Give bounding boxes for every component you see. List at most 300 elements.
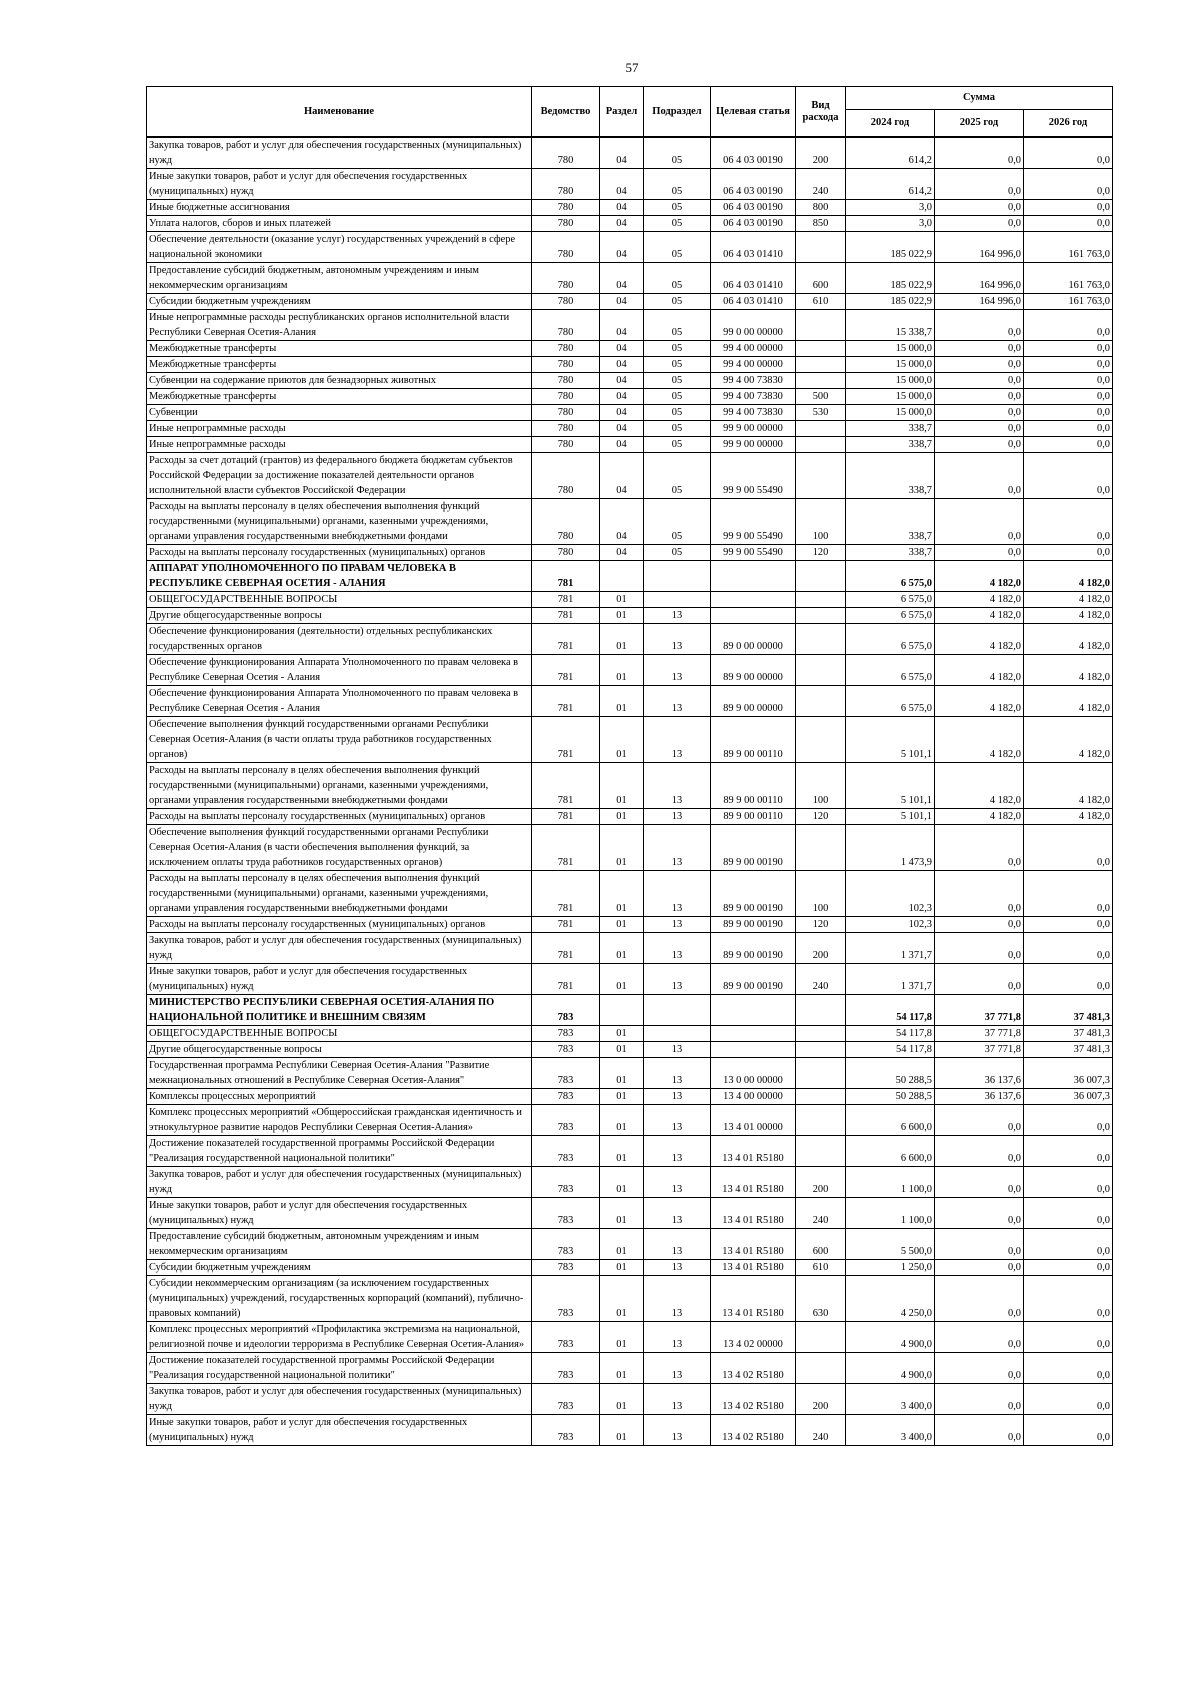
row-name: Обеспечение выполнения функций государственными органами Республики Северная Осетия-Алания (в части оплаты труда работников государственных органов) — [147, 717, 532, 763]
row-subsection: 05 — [644, 216, 711, 232]
col-header-2025: 2025 год — [935, 110, 1024, 138]
row-amount-2026: 37 481,3 — [1024, 1042, 1113, 1058]
row-subsection — [644, 1026, 711, 1042]
row-amount-2026: 0,0 — [1024, 1167, 1113, 1198]
row-section: 01 — [600, 608, 644, 624]
row-expense-type: 200 — [796, 137, 846, 169]
row-amount-2025: 4 182,0 — [935, 624, 1024, 655]
row-name: Достижение показателей государственной программы Российской Федерации "Реализация государственной национальной политики" — [147, 1136, 532, 1167]
row-amount-2024: 185 022,9 — [846, 232, 935, 263]
row-subsection: 13 — [644, 1198, 711, 1229]
row-target: 06 4 03 01410 — [711, 263, 796, 294]
row-expense-type: 100 — [796, 763, 846, 809]
row-expense-type — [796, 717, 846, 763]
row-department: 783 — [532, 1026, 600, 1042]
row-expense-type — [796, 310, 846, 341]
table-row — [147, 1322, 1113, 1353]
row-expense-type: 610 — [796, 294, 846, 310]
row-amount-2025: 0,0 — [935, 917, 1024, 933]
row-name: Уплата налогов, сборов и иных платежей — [147, 216, 532, 232]
row-amount-2024: 15 000,0 — [846, 389, 935, 405]
col-header-target: Целевая статья — [711, 87, 796, 138]
row-department: 783 — [532, 1384, 600, 1415]
row-department: 781 — [532, 825, 600, 871]
row-amount-2025: 0,0 — [935, 1105, 1024, 1136]
row-target: 06 4 03 01410 — [711, 232, 796, 263]
row-expense-type — [796, 1136, 846, 1167]
row-amount-2025: 0,0 — [935, 1415, 1024, 1446]
table-row — [147, 373, 1113, 389]
row-department: 783 — [532, 1276, 600, 1322]
row-amount-2025: 4 182,0 — [935, 655, 1024, 686]
row-amount-2025: 0,0 — [935, 216, 1024, 232]
row-amount-2024: 54 117,8 — [846, 995, 935, 1026]
row-name: Субсидии некоммерческим организациям (за исключением государственных (муниципальных) учреждений, государственных корпораций (компаний), публично-правовых компаний) — [147, 1276, 532, 1322]
row-department: 781 — [532, 624, 600, 655]
table-row — [147, 1384, 1113, 1415]
row-subsection: 13 — [644, 1058, 711, 1089]
row-expense-type: 240 — [796, 1198, 846, 1229]
row-section: 01 — [600, 1089, 644, 1105]
row-name: ОБЩЕГОСУДАРСТВЕННЫЕ ВОПРОСЫ — [147, 592, 532, 608]
row-amount-2024: 5 101,1 — [846, 809, 935, 825]
row-target: 89 9 00 00110 — [711, 763, 796, 809]
row-department: 780 — [532, 357, 600, 373]
row-department: 783 — [532, 1105, 600, 1136]
table-row — [147, 825, 1113, 871]
row-target: 99 9 00 00000 — [711, 421, 796, 437]
row-name: ОБЩЕГОСУДАРСТВЕННЫЕ ВОПРОСЫ — [147, 1026, 532, 1042]
row-section: 01 — [600, 933, 644, 964]
row-amount-2025: 0,0 — [935, 964, 1024, 995]
row-subsection: 05 — [644, 263, 711, 294]
table-row — [147, 655, 1113, 686]
row-amount-2026: 0,0 — [1024, 1136, 1113, 1167]
row-amount-2025: 0,0 — [935, 1260, 1024, 1276]
table-row — [147, 310, 1113, 341]
row-amount-2025: 4 182,0 — [935, 717, 1024, 763]
row-target: 89 9 00 00110 — [711, 809, 796, 825]
row-name: Иные непрограммные расходы — [147, 437, 532, 453]
row-amount-2026: 0,0 — [1024, 871, 1113, 917]
row-target: 89 9 00 00190 — [711, 933, 796, 964]
table-row — [147, 1089, 1113, 1105]
table-row — [147, 1353, 1113, 1384]
row-amount-2026: 36 007,3 — [1024, 1058, 1113, 1089]
row-amount-2025: 0,0 — [935, 341, 1024, 357]
row-name: Обеспечение деятельности (оказание услуг) государственных учреждений в сфере национальной экономики — [147, 232, 532, 263]
row-target: 13 4 01 R5180 — [711, 1167, 796, 1198]
row-amount-2026: 0,0 — [1024, 341, 1113, 357]
row-name: Межбюджетные трансферты — [147, 357, 532, 373]
row-amount-2026: 0,0 — [1024, 825, 1113, 871]
row-amount-2026: 4 182,0 — [1024, 763, 1113, 809]
row-expense-type — [796, 561, 846, 592]
table-row — [147, 421, 1113, 437]
row-section — [600, 561, 644, 592]
row-subsection: 05 — [644, 453, 711, 499]
row-department: 781 — [532, 871, 600, 917]
row-section: 01 — [600, 825, 644, 871]
row-subsection: 05 — [644, 341, 711, 357]
row-subsection: 05 — [644, 200, 711, 216]
row-target: 06 4 03 00190 — [711, 137, 796, 169]
row-name: Иные закупки товаров, работ и услуг для обеспечения государственных (муниципальных) нужд — [147, 964, 532, 995]
row-subsection — [644, 995, 711, 1026]
row-amount-2026: 0,0 — [1024, 437, 1113, 453]
row-subsection: 05 — [644, 545, 711, 561]
row-target — [711, 592, 796, 608]
row-section: 04 — [600, 453, 644, 499]
row-amount-2026: 0,0 — [1024, 453, 1113, 499]
row-name: Закупка товаров, работ и услуг для обеспечения государственных (муниципальных) нужд — [147, 137, 532, 169]
table-row — [147, 686, 1113, 717]
row-subsection: 05 — [644, 357, 711, 373]
row-target — [711, 1042, 796, 1058]
row-department: 781 — [532, 809, 600, 825]
row-department: 781 — [532, 686, 600, 717]
row-amount-2024: 54 117,8 — [846, 1042, 935, 1058]
row-section: 04 — [600, 310, 644, 341]
row-amount-2025: 0,0 — [935, 200, 1024, 216]
row-amount-2025: 0,0 — [935, 871, 1024, 917]
row-target: 99 4 00 73830 — [711, 405, 796, 421]
row-section: 01 — [600, 1229, 644, 1260]
row-name: Закупка товаров, работ и услуг для обеспечения государственных (муниципальных) нужд — [147, 1167, 532, 1198]
row-amount-2025: 4 182,0 — [935, 686, 1024, 717]
row-section: 01 — [600, 1276, 644, 1322]
row-department: 780 — [532, 389, 600, 405]
table-row — [147, 1058, 1113, 1089]
row-expense-type — [796, 608, 846, 624]
table-row — [147, 1167, 1113, 1198]
row-expense-type — [796, 592, 846, 608]
row-expense-type: 600 — [796, 263, 846, 294]
row-amount-2025: 0,0 — [935, 933, 1024, 964]
row-subsection: 05 — [644, 310, 711, 341]
row-amount-2026: 4 182,0 — [1024, 592, 1113, 608]
row-amount-2025: 0,0 — [935, 1276, 1024, 1322]
row-target: 06 4 03 00190 — [711, 200, 796, 216]
row-name: Субвенции на содержание приютов для безнадзорных животных — [147, 373, 532, 389]
row-target: 89 9 00 00190 — [711, 825, 796, 871]
row-expense-type — [796, 995, 846, 1026]
row-section: 01 — [600, 1167, 644, 1198]
row-amount-2026: 0,0 — [1024, 1353, 1113, 1384]
row-amount-2026: 4 182,0 — [1024, 809, 1113, 825]
table-row — [147, 1198, 1113, 1229]
row-name: Межбюджетные трансферты — [147, 341, 532, 357]
row-target: 99 4 00 00000 — [711, 357, 796, 373]
row-amount-2024: 1 100,0 — [846, 1167, 935, 1198]
row-expense-type: 120 — [796, 809, 846, 825]
row-target — [711, 995, 796, 1026]
table-row — [147, 216, 1113, 232]
table-row — [147, 1105, 1113, 1136]
row-section: 01 — [600, 809, 644, 825]
row-amount-2025: 0,0 — [935, 357, 1024, 373]
row-name: Предоставление субсидий бюджетным, автономным учреждениям и иным некоммерческим организациям — [147, 1229, 532, 1260]
row-subsection: 13 — [644, 917, 711, 933]
row-amount-2024: 1 371,7 — [846, 964, 935, 995]
table-row — [147, 200, 1113, 216]
row-subsection: 13 — [644, 686, 711, 717]
row-target: 06 4 03 01410 — [711, 294, 796, 310]
row-section: 04 — [600, 341, 644, 357]
row-expense-type — [796, 1058, 846, 1089]
row-target: 89 9 00 00110 — [711, 717, 796, 763]
table-row — [147, 1229, 1113, 1260]
row-department: 780 — [532, 137, 600, 169]
row-expense-type — [796, 1089, 846, 1105]
row-subsection: 05 — [644, 169, 711, 200]
row-amount-2025: 0,0 — [935, 1384, 1024, 1415]
row-target: 99 9 00 55490 — [711, 453, 796, 499]
row-amount-2024: 6 575,0 — [846, 655, 935, 686]
table-row — [147, 499, 1113, 545]
row-department: 783 — [532, 1042, 600, 1058]
row-subsection: 05 — [644, 405, 711, 421]
row-amount-2024: 15 000,0 — [846, 357, 935, 373]
col-header-department: Ведомство — [532, 87, 600, 138]
row-department: 780 — [532, 373, 600, 389]
row-department: 783 — [532, 1260, 600, 1276]
row-target: 06 4 03 00190 — [711, 216, 796, 232]
row-amount-2024: 3 400,0 — [846, 1384, 935, 1415]
row-department: 783 — [532, 1198, 600, 1229]
row-amount-2026: 0,0 — [1024, 499, 1113, 545]
row-amount-2024: 6 575,0 — [846, 561, 935, 592]
row-subsection — [644, 561, 711, 592]
row-amount-2026: 0,0 — [1024, 933, 1113, 964]
row-subsection: 13 — [644, 763, 711, 809]
row-expense-type — [796, 421, 846, 437]
row-amount-2024: 4 900,0 — [846, 1322, 935, 1353]
row-name: Обеспечение функционирования Аппарата Уполномоченного по правам человека в Республике Северная Осетия - Алания — [147, 686, 532, 717]
row-section: 01 — [600, 1260, 644, 1276]
row-amount-2024: 5 101,1 — [846, 763, 935, 809]
row-subsection: 13 — [644, 608, 711, 624]
row-expense-type — [796, 655, 846, 686]
row-amount-2026: 4 182,0 — [1024, 624, 1113, 655]
row-amount-2025: 37 771,8 — [935, 1026, 1024, 1042]
row-subsection: 13 — [644, 1353, 711, 1384]
row-expense-type: 500 — [796, 389, 846, 405]
row-amount-2025: 0,0 — [935, 373, 1024, 389]
row-expense-type: 800 — [796, 200, 846, 216]
row-department: 780 — [532, 263, 600, 294]
row-subsection: 13 — [644, 1167, 711, 1198]
table-row — [147, 717, 1113, 763]
row-name: Предоставление субсидий бюджетным, автономным учреждениям и иным некоммерческим организациям — [147, 263, 532, 294]
row-subsection: 05 — [644, 421, 711, 437]
row-section: 04 — [600, 232, 644, 263]
row-amount-2024: 338,7 — [846, 499, 935, 545]
row-department: 781 — [532, 592, 600, 608]
row-department: 781 — [532, 608, 600, 624]
row-section: 01 — [600, 592, 644, 608]
row-section: 04 — [600, 437, 644, 453]
row-subsection: 13 — [644, 964, 711, 995]
col-header-2024: 2024 год — [846, 110, 935, 138]
row-name: Иные бюджетные ассигнования — [147, 200, 532, 216]
row-section — [600, 995, 644, 1026]
row-amount-2024: 1 250,0 — [846, 1260, 935, 1276]
row-amount-2024: 1 473,9 — [846, 825, 935, 871]
row-expense-type: 600 — [796, 1229, 846, 1260]
row-section: 01 — [600, 1058, 644, 1089]
row-section: 01 — [600, 1322, 644, 1353]
row-amount-2025: 164 996,0 — [935, 263, 1024, 294]
row-target: 13 0 00 00000 — [711, 1058, 796, 1089]
row-subsection: 05 — [644, 294, 711, 310]
row-amount-2025: 37 771,8 — [935, 995, 1024, 1026]
row-amount-2024: 54 117,8 — [846, 1026, 935, 1042]
row-amount-2025: 0,0 — [935, 169, 1024, 200]
row-amount-2026: 0,0 — [1024, 216, 1113, 232]
row-amount-2025: 4 182,0 — [935, 592, 1024, 608]
row-amount-2026: 37 481,3 — [1024, 995, 1113, 1026]
row-expense-type — [796, 341, 846, 357]
row-amount-2025: 0,0 — [935, 545, 1024, 561]
row-target: 13 4 01 00000 — [711, 1105, 796, 1136]
row-target: 99 9 00 00000 — [711, 437, 796, 453]
row-expense-type: 850 — [796, 216, 846, 232]
row-expense-type: 120 — [796, 545, 846, 561]
row-amount-2025: 0,0 — [935, 453, 1024, 499]
row-amount-2026: 161 763,0 — [1024, 294, 1113, 310]
row-amount-2025: 0,0 — [935, 1136, 1024, 1167]
row-expense-type: 100 — [796, 499, 846, 545]
row-section: 04 — [600, 389, 644, 405]
table-row — [147, 871, 1113, 917]
row-name: Расходы на выплаты персоналу в целях обеспечения выполнения функций государственными (муниципальными) органами, казенными учреждениями, органами управления государственными внебюджетными фондами — [147, 871, 532, 917]
table-row — [147, 624, 1113, 655]
row-name: Субсидии бюджетным учреждениям — [147, 1260, 532, 1276]
row-amount-2026: 0,0 — [1024, 1260, 1113, 1276]
row-amount-2025: 164 996,0 — [935, 294, 1024, 310]
row-target: 89 9 00 00000 — [711, 655, 796, 686]
row-subsection: 13 — [644, 933, 711, 964]
row-amount-2026: 4 182,0 — [1024, 686, 1113, 717]
row-amount-2025: 0,0 — [935, 421, 1024, 437]
row-amount-2025: 0,0 — [935, 389, 1024, 405]
row-name: Иные непрограммные расходы — [147, 421, 532, 437]
row-amount-2024: 6 600,0 — [846, 1105, 935, 1136]
row-amount-2024: 5 500,0 — [846, 1229, 935, 1260]
table-row — [147, 545, 1113, 561]
row-amount-2024: 6 575,0 — [846, 592, 935, 608]
row-amount-2026: 0,0 — [1024, 1198, 1113, 1229]
table-row — [147, 1415, 1113, 1446]
table-row — [147, 809, 1113, 825]
row-expense-type: 240 — [796, 169, 846, 200]
row-expense-type — [796, 1026, 846, 1042]
col-header-subsection: Подраздел — [644, 87, 711, 138]
row-expense-type: 240 — [796, 1415, 846, 1446]
row-target: 13 4 00 00000 — [711, 1089, 796, 1105]
row-department: 780 — [532, 545, 600, 561]
row-department: 781 — [532, 964, 600, 995]
row-expense-type — [796, 624, 846, 655]
row-department: 781 — [532, 717, 600, 763]
row-department: 781 — [532, 561, 600, 592]
table-row — [147, 263, 1113, 294]
row-amount-2025: 4 182,0 — [935, 608, 1024, 624]
row-name: Субвенции — [147, 405, 532, 421]
table-row — [147, 1136, 1113, 1167]
row-name: Расходы за счет дотаций (грантов) из федерального бюджета бюджетам субъектов Российской Федерации за достижение показателей деятельности органов исполнительной власти субъектов Российской Федерации — [147, 453, 532, 499]
row-department: 780 — [532, 310, 600, 341]
row-section: 04 — [600, 216, 644, 232]
table-row — [147, 608, 1113, 624]
row-amount-2025: 164 996,0 — [935, 232, 1024, 263]
row-subsection: 05 — [644, 373, 711, 389]
row-amount-2026: 37 481,3 — [1024, 1026, 1113, 1042]
row-subsection: 13 — [644, 1415, 711, 1446]
table-row — [147, 917, 1113, 933]
row-amount-2025: 0,0 — [935, 499, 1024, 545]
row-name: Иные непрограммные расходы республиканских органов исполнительной власти Республики Северная Осетия-Алания — [147, 310, 532, 341]
row-target: 06 4 03 00190 — [711, 169, 796, 200]
row-amount-2024: 3,0 — [846, 216, 935, 232]
row-department: 783 — [532, 1167, 600, 1198]
row-section: 01 — [600, 1136, 644, 1167]
row-department: 783 — [532, 1353, 600, 1384]
row-name: Иные закупки товаров, работ и услуг для обеспечения государственных (муниципальных) нужд — [147, 1415, 532, 1446]
row-amount-2025: 0,0 — [935, 1229, 1024, 1260]
row-amount-2026: 0,0 — [1024, 1415, 1113, 1446]
row-department: 780 — [532, 453, 600, 499]
row-expense-type — [796, 825, 846, 871]
row-subsection: 13 — [644, 1276, 711, 1322]
row-target: 89 9 00 00000 — [711, 686, 796, 717]
row-amount-2026: 0,0 — [1024, 405, 1113, 421]
row-department: 780 — [532, 294, 600, 310]
row-amount-2026: 0,0 — [1024, 1276, 1113, 1322]
row-subsection: 13 — [644, 1260, 711, 1276]
row-subsection: 13 — [644, 1136, 711, 1167]
row-target: 99 4 00 73830 — [711, 389, 796, 405]
row-target: 89 9 00 00190 — [711, 964, 796, 995]
row-expense-type: 200 — [796, 933, 846, 964]
row-subsection: 13 — [644, 624, 711, 655]
row-department: 783 — [532, 1322, 600, 1353]
row-subsection: 13 — [644, 1322, 711, 1353]
row-section: 04 — [600, 373, 644, 389]
row-subsection: 05 — [644, 389, 711, 405]
table-row — [147, 437, 1113, 453]
table-row — [147, 964, 1113, 995]
row-amount-2026: 36 007,3 — [1024, 1089, 1113, 1105]
row-department: 781 — [532, 933, 600, 964]
table-row — [147, 592, 1113, 608]
row-amount-2024: 6 575,0 — [846, 686, 935, 717]
col-header-expense-type: Вид расхода — [796, 87, 846, 138]
row-subsection: 13 — [644, 825, 711, 871]
row-name: Обеспечение функционирования Аппарата Уполномоченного по правам человека в Республике Северная Осетия - Алания — [147, 655, 532, 686]
table-row — [147, 763, 1113, 809]
row-section: 04 — [600, 405, 644, 421]
row-amount-2026: 4 182,0 — [1024, 717, 1113, 763]
row-amount-2026: 161 763,0 — [1024, 232, 1113, 263]
row-name: Достижение показателей государственной программы Российской Федерации "Реализация государственной национальной политики" — [147, 1353, 532, 1384]
row-name: Расходы на выплаты персоналу в целях обеспечения выполнения функций государственными (муниципальными) органами, казенными учреждениями, органами управления государственными внебюджетными фондами — [147, 763, 532, 809]
row-expense-type — [796, 1353, 846, 1384]
row-department: 781 — [532, 655, 600, 686]
row-amount-2024: 4 250,0 — [846, 1276, 935, 1322]
row-amount-2026: 0,0 — [1024, 421, 1113, 437]
